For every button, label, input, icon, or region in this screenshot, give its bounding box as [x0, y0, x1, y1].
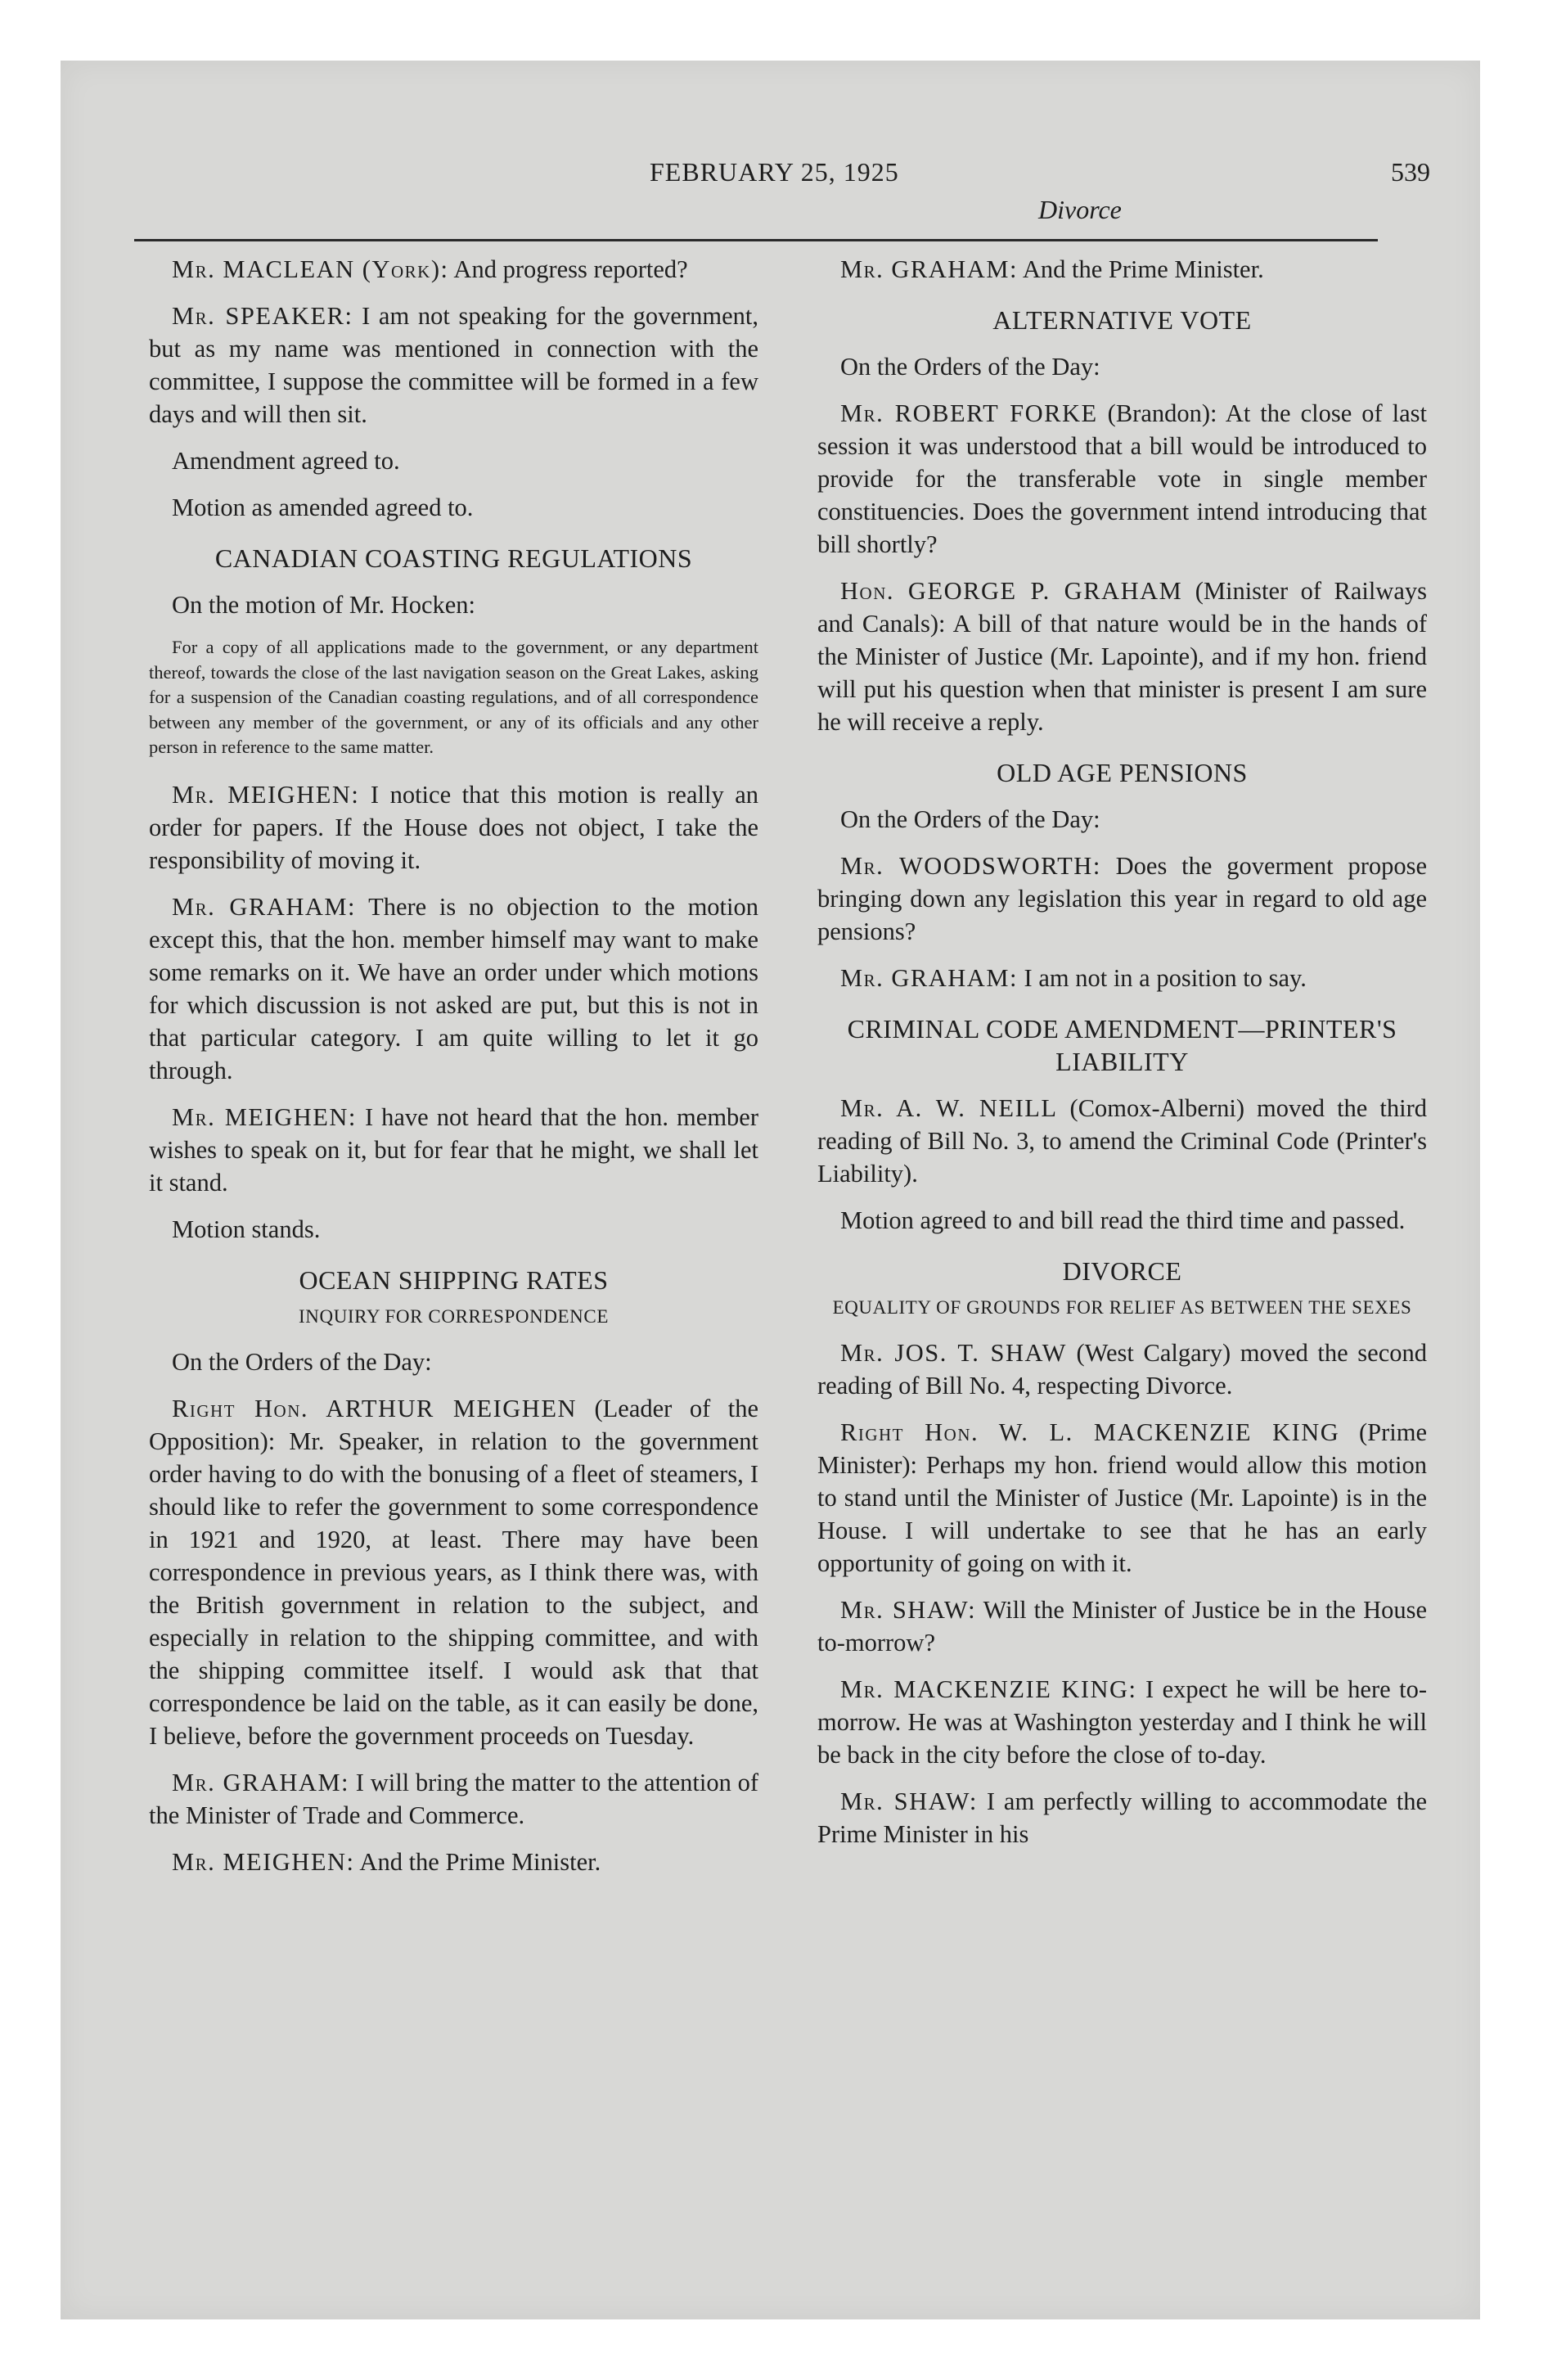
section-heading: ALTERNATIVE VOTE [992, 305, 1252, 335]
hansard-page [61, 61, 1480, 2319]
paragraph-text: I am not speaking for the government, but as my name was mentioned in connection with the committee, I suppose the committee will be formed in a few days and will then sit. [149, 302, 758, 428]
speaker-name: Mr. A. W. NEILL [840, 1094, 1058, 1122]
speaker-name: Mr. MEIGHEN: [172, 1102, 357, 1131]
paragraph-text: And the Prime Minister. [1022, 255, 1264, 283]
paragraph-text: (Minister of Railways and Canals): A bill of that nature would be in the hands of the Minister of Justice (Mr. Lapointe), and if my hon. friend will put his question when that minister is present I am sure he will receive a reply. [817, 577, 1427, 736]
speech-paragraph [149, 1766, 758, 1832]
procedural-paragraph [817, 350, 1427, 383]
procedural-paragraph [149, 444, 758, 477]
left-column [149, 253, 758, 2160]
speaker-name: Mr. MEIGHEN: [172, 1847, 355, 1876]
paragraph-text: On the Orders of the Day: [840, 353, 1100, 381]
paragraph-text: (Comox-Alberni) moved the third reading of Bill No. 3, to amend the Criminal Code (Printer's Liability). [817, 1094, 1427, 1188]
motion-text: For a copy of all applications made to the government, or any department thereof, towards the close of the last navigation season on the Great Lakes, asking for a suspension of the Canadian coasting regulations, and of all correspondence between any member of the government, or any of its officials and any other person in reference to the same matter. [149, 637, 758, 757]
speech-paragraph [817, 1416, 1427, 1580]
speaker-name: Mr. GRAHAM: [840, 964, 1018, 992]
right-column [817, 253, 1427, 2160]
speech-paragraph [817, 1785, 1427, 1850]
section-heading: DIVORCE [1062, 1256, 1182, 1286]
speech-paragraph [149, 890, 758, 1087]
speaker-name: Right Hon. W. L. MACKENZIE KING [840, 1418, 1340, 1446]
speech-paragraph [149, 300, 758, 430]
paragraph-text: (West Calgary) moved the second reading of Bill No. 4, respecting Divorce. [817, 1339, 1427, 1400]
speaker-name: Mr. WOODSWORTH: [840, 852, 1101, 880]
speaker-name: Mr. GRAHAM: [172, 1768, 350, 1796]
paragraph-text: I notice that this motion is really an order for papers. If the House does not object, I take the responsibility of moving it. [149, 780, 758, 874]
running-head [61, 157, 1480, 224]
paragraph-text: (Leader of the Opposition): Mr. Speaker, in relation to the government order having to do with the bonusing of a fleet of steamers, I should like to refer the government to some correspondence in 1921 and 1920, at least. There may have been correspondence in previous years, as I think there was, with the British government in relation to the subject, and especially in relation to the shipping committee, and with the shipping committee itself. I would ask that that correspondence be laid on the table, as it can easily be done, I believe, before the government proceeds on Tuesday. [149, 1394, 758, 1750]
paragraph-text: On the motion of Mr. Hocken: [172, 591, 476, 619]
paragraph-text: There is no objection to the motion except this, that the hon. member himself may want to make some remarks on it. We have an order under which motions for which discussion is not asked are put, but this is not in that particular category. I am quite willing to let it go through. [149, 892, 758, 1084]
speaker-name: Mr. MACKENZIE KING: [840, 1675, 1137, 1703]
speaker-name: Mr. GRAHAM: [840, 255, 1018, 283]
header-date: FEBRUARY 25, 1925 [650, 157, 899, 187]
speaker-name: Mr. MACLEAN (York): [172, 255, 449, 283]
speech-paragraph [149, 253, 758, 286]
paragraph-text: Does the goverment propose bringing down any legislation this year in regard to old age pensions? [817, 852, 1427, 945]
speaker-name: Mr. GRAHAM: [172, 892, 356, 921]
speech-paragraph [149, 1392, 758, 1752]
paragraph-text: Motion agreed to and bill read the third time and passed. [840, 1206, 1406, 1234]
speaker-name: Mr. JOS. T. SHAW [840, 1339, 1067, 1367]
speech-paragraph [149, 1846, 758, 1878]
speech-paragraph [817, 1092, 1427, 1190]
procedural-paragraph [817, 1204, 1427, 1237]
paragraph-text: I have not heard that the hon. member wishes to speak on it, but for fear that he might, we shall let it stand. [149, 1102, 758, 1197]
paragraph-text: I am not in a position to say. [1024, 964, 1307, 992]
header-rule [134, 239, 1378, 241]
speech-paragraph [817, 397, 1427, 561]
paragraph-text: Motion as amended agreed to. [172, 494, 474, 521]
procedural-paragraph [817, 803, 1427, 836]
paragraph-text: And the Prime Minister. [359, 1847, 601, 1876]
section-subheading: INQUIRY FOR CORRESPONDENCE [299, 1305, 609, 1327]
section-heading: OCEAN SHIPPING RATES [299, 1264, 609, 1295]
speaker-name: Mr. MEIGHEN: [172, 780, 360, 809]
paragraph-text: And progress reported? [453, 255, 688, 283]
procedural-paragraph [149, 1213, 758, 1246]
speaker-name: Mr. SHAW: [840, 1787, 978, 1815]
speech-paragraph [817, 1593, 1427, 1659]
paragraph-text: On the Orders of the Day: [172, 1347, 432, 1376]
procedural-paragraph [149, 1346, 758, 1378]
paragraph-text: I will bring the matter to the attention of the Minister of Trade and Commerce. [149, 1768, 758, 1829]
paragraph-text: On the Orders of the Day: [840, 805, 1100, 833]
speaker-name: Mr. ROBERT FORKE [840, 399, 1098, 427]
speech-paragraph [149, 778, 758, 877]
speaker-name: Right Hon. ARTHUR MEIGHEN [172, 1394, 577, 1422]
paragraph-text: I am perfectly willing to accommodate the Prime Minister in his [817, 1787, 1427, 1848]
speech-paragraph [817, 962, 1427, 994]
paragraph-text: Will the Minister of Justice be in the House to-morrow? [817, 1596, 1427, 1657]
paragraph-text: I expect he will be here to-morrow. He was at Washington yesterday and I think he will be back in the city before the close of to-day. [817, 1675, 1427, 1769]
procedural-paragraph [149, 588, 758, 621]
speech-paragraph [149, 1101, 758, 1199]
speech-paragraph [817, 253, 1427, 286]
procedural-paragraph [149, 491, 758, 524]
speaker-name: Hon. GEORGE P. GRAHAM [840, 577, 1183, 605]
page-number: 539 [1391, 157, 1430, 187]
section-heading: OLD AGE PENSIONS [997, 758, 1248, 787]
section-subheading: EQUALITY OF GROUNDS FOR RELIEF AS BETWEEN THE SEXES [832, 1297, 1412, 1318]
speaker-name: Mr. SHAW: [840, 1596, 977, 1624]
paragraph-text: (Brandon): At the close of last session it was understood that a bill would be introduced to provide for the transferable vote in single member constituencies. Does the government intend introducing that bill shortly? [817, 399, 1427, 558]
paragraph-text: (Prime Minister): Perhaps my hon. friend would allow this motion to stand until the Minister of Justice (Mr. Lapointe) is in the House. I will undertake to see that he has an early opportunity of going on with it. [817, 1418, 1427, 1577]
speaker-name: Mr. SPEAKER: [172, 302, 353, 330]
speech-paragraph [817, 1673, 1427, 1771]
section-heading: CRIMINAL CODE AMENDMENT—PRINTER'S LIABILITY [847, 1014, 1397, 1076]
paragraph-text: Amendment agreed to. [172, 447, 400, 475]
section-heading: CANADIAN COASTING REGULATIONS [214, 543, 693, 573]
header-section-title: Divorce [1038, 195, 1122, 224]
paragraph-text: Motion stands. [172, 1215, 321, 1243]
speech-paragraph [817, 850, 1427, 948]
speech-paragraph [817, 575, 1427, 738]
speech-paragraph [817, 1336, 1427, 1402]
